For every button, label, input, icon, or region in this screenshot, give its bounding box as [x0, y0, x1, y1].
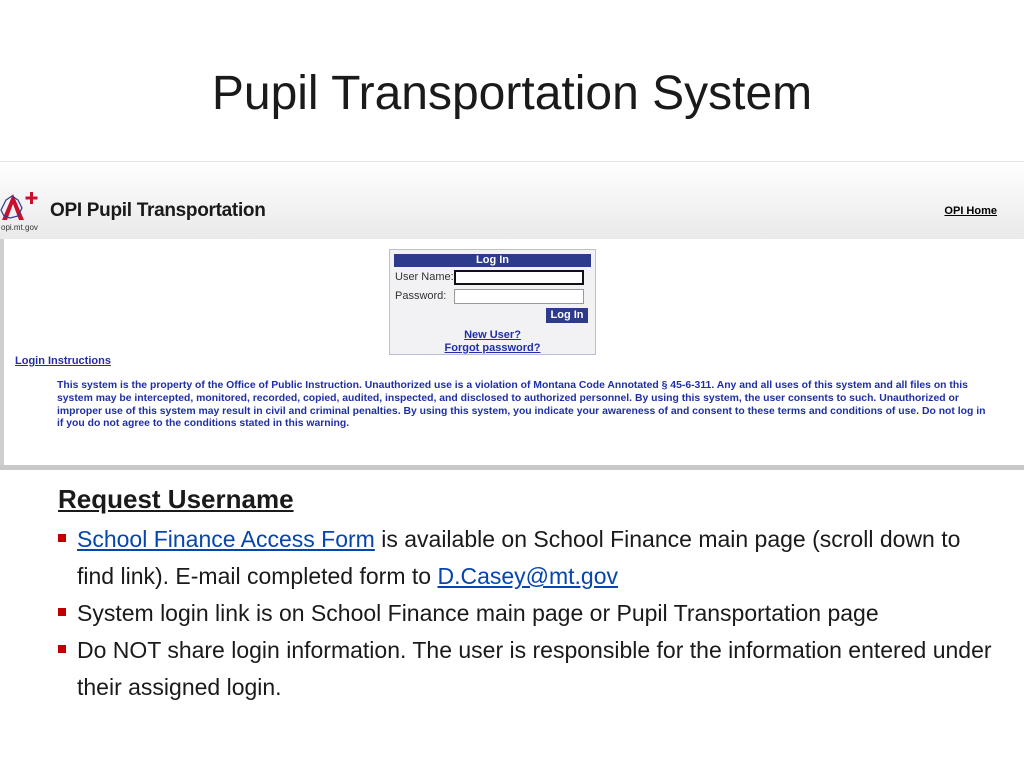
- username-label: User Name:: [395, 271, 454, 283]
- email-link[interactable]: D.Casey@mt.gov: [437, 563, 619, 589]
- password-input[interactable]: [454, 289, 584, 304]
- login-instructions-link[interactable]: Login Instructions: [15, 355, 111, 367]
- bullet-do-not-share: [58, 632, 998, 706]
- forgot-password-link[interactable]: Forgot password?: [444, 342, 541, 354]
- request-username-heading: Request Username: [58, 484, 294, 514]
- slide-title: Pupil Transportation System: [211, 67, 813, 120]
- screenshot-left-border: [0, 239, 4, 470]
- opi-home-link[interactable]: OPI Home: [944, 205, 997, 217]
- bullet-text: Do NOT share login information. The user is responsible for the information entered under their assigned login.: [77, 637, 992, 700]
- bullet-square-icon: [58, 608, 66, 616]
- school-finance-access-form-link[interactable]: School Finance Access Form: [77, 526, 375, 552]
- embedded-screenshot: [0, 161, 1024, 470]
- login-button[interactable]: Log In: [546, 308, 588, 323]
- login-box: [389, 249, 596, 355]
- bullet-text: System login link is on School Finance main page or Pupil Transportation page: [77, 600, 879, 626]
- warning-text: This system is the property of the Office of Public Instruction. Unauthorized use is a violation of Montana Code Annotated § 45-6-311. Any and all uses of this system and all files on this system may be intercepted, monitored, recorded, copied, audited, inspected, and disclosed to authorized personnel. By using this system, the user consents to such. Unauthorized or improper use of this system may result in civil and criminal penalties. By using this system, you indicate your awareness of and consent to these terms and conditions of use. Do not log in if you do not agree to the conditions stated in this warning.: [57, 380, 986, 430]
- bullet-square-icon: [58, 534, 66, 542]
- bullet-text: is available on School Finance main page (scroll down to find link). E-mail completed form to: [77, 526, 961, 589]
- logo-caption: opi.mt.gov: [1, 223, 38, 232]
- login-box-header: Log In: [394, 254, 591, 267]
- site-header: [0, 162, 1024, 239]
- bullet-access-form: [58, 521, 998, 595]
- bullet-login-link: [58, 595, 998, 632]
- screenshot-bottom-border: [0, 465, 1024, 470]
- new-user-link[interactable]: New User?: [464, 329, 521, 341]
- bullet-square-icon: [58, 645, 66, 653]
- request-username-section: [58, 484, 998, 706]
- password-label: Password:: [395, 290, 447, 302]
- username-input[interactable]: [454, 270, 584, 285]
- site-title: OPI Pupil Transportation: [50, 200, 266, 221]
